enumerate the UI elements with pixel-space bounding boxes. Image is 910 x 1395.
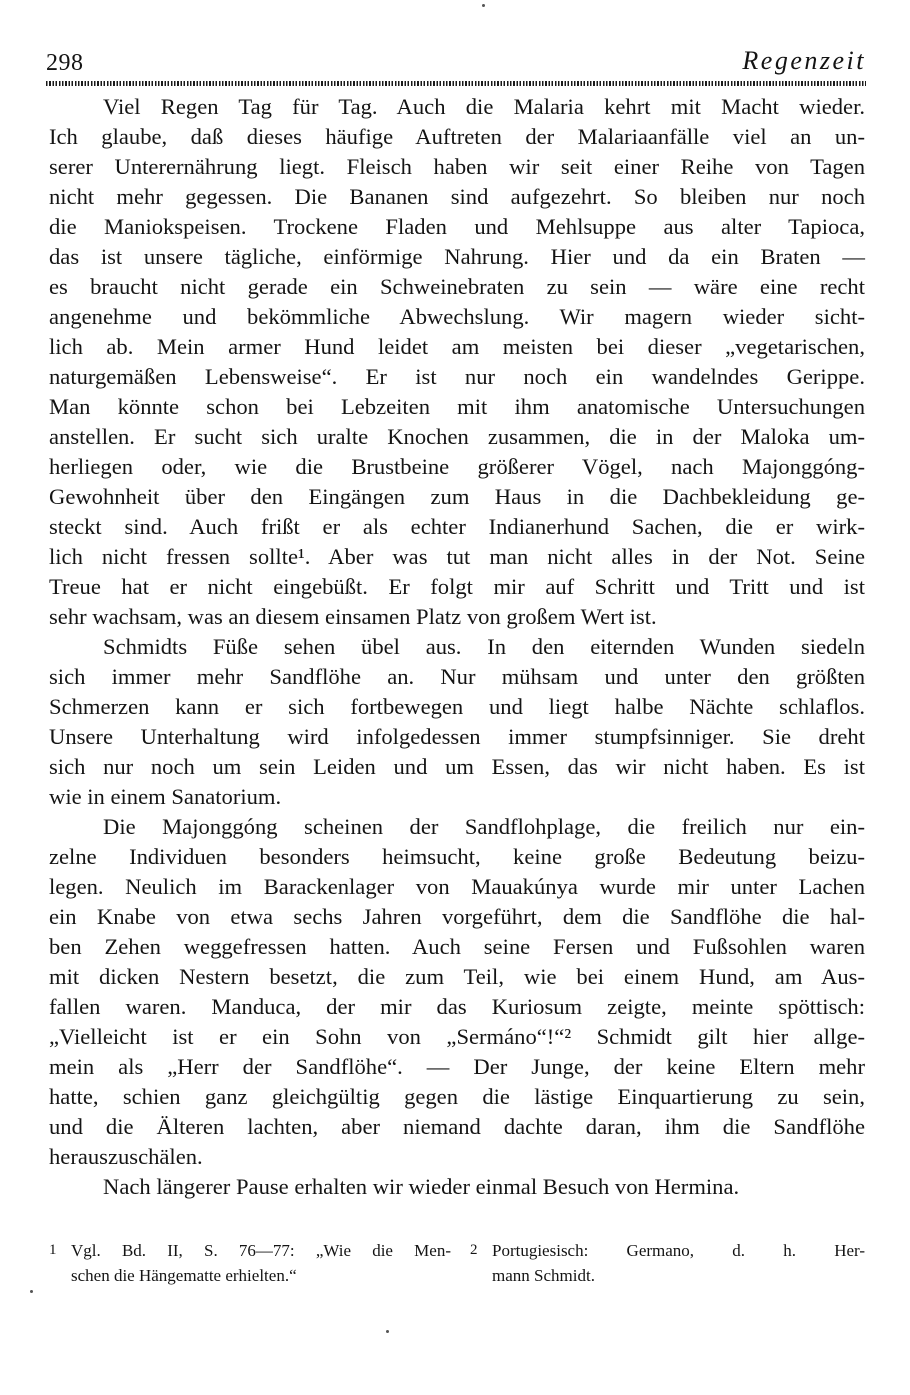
- text-line: naturgemäßen Lebensweise“. Er ist nur noch ein wandelndes Gerippe.: [49, 364, 865, 389]
- text-line: fallen waren. Manduca, der mir das Kuriosum zeigte, meinte spöttisch:: [49, 994, 865, 1019]
- footnote-line: schen die Hängematte erhielten.“: [71, 1266, 297, 1285]
- header-rule: [46, 81, 866, 86]
- text-line: herauszuschälen.: [49, 1144, 203, 1169]
- footnote: [470, 1238, 865, 1288]
- text-line: mein als „Herr der Sandflöhe“. — Der Junge, der keine Eltern mehr: [49, 1054, 865, 1079]
- body-text: [49, 92, 865, 1202]
- page-number: 298: [46, 50, 84, 76]
- text-line: lich nicht fressen sollte¹. Aber was tut man nicht alles in der Not. Seine: [49, 544, 865, 569]
- text-line: „Vielleicht ist er ein Sohn von „Sermáno“!“² Schmidt gilt hier allge-: [49, 1024, 865, 1049]
- scan-speck: [386, 1330, 389, 1333]
- text-line: angenehme und bekömmliche Abwechslung. Wir magern wieder sicht-: [49, 304, 865, 329]
- text-line: sehr wachsam, was an diesem einsamen Platz von großem Wert ist.: [49, 604, 657, 629]
- text-line: mit dicken Nestern besetzt, die zum Teil, wie bei einem Hund, am Aus-: [49, 964, 865, 989]
- footnote-line: [49, 1238, 451, 1263]
- text-line: sich immer mehr Sandflöhe an. Nur mühsam und unter den größten: [49, 664, 865, 689]
- running-head: Regenzeit: [742, 46, 866, 75]
- paragraph: [49, 1172, 865, 1202]
- text-line: Viel Regen Tag für Tag. Auch die Malaria kehrt mit Macht wieder.: [103, 94, 865, 119]
- text-line: wie in einem Sanatorium.: [49, 784, 282, 809]
- text-line: Schmidts Füße sehen übel aus. In den eiternden Wunden siedeln: [103, 634, 865, 659]
- text-line: herliegen oder, wie die Brustbeine größerer Vögel, nach Majonggóng-: [49, 454, 865, 479]
- text-line: legen. Neulich im Barackenlager von Mauakúnya wurde mir unter Lachen: [49, 874, 865, 899]
- text-line: die Maniokspeisen. Trockene Fladen und Mehlsuppe aus alter Tapioca,: [49, 214, 865, 239]
- text-line: Treue hat er nicht eingebüßt. Er folgt mir auf Schritt und Tritt und ist: [49, 574, 865, 599]
- footnote-text: Vgl. Bd. II, S. 76—77: „Wie die Men-: [71, 1241, 451, 1260]
- text-line: Gewohnheit über den Eingängen zum Haus in die Dachbekleidung ge-: [49, 484, 865, 509]
- text-line: Unsere Unterhaltung wird infolgedessen immer stumpfsinniger. Sie dreht: [49, 724, 865, 749]
- scan-speck: [30, 1290, 33, 1293]
- paragraph: [49, 812, 865, 1172]
- footnote-line: mann Schmidt.: [492, 1266, 595, 1285]
- text-line: nicht mehr gegessen. Die Bananen sind aufgezehrt. So bleiben nur noch: [49, 184, 865, 209]
- text-line: ein Knabe von etwa sechs Jahren vorgeführt, dem die Sandflöhe die hal-: [49, 904, 865, 929]
- text-line: Man könnte schon bei Lebzeiten mit ihm anatomische Untersuchungen: [49, 394, 865, 419]
- footnote: [49, 1238, 451, 1288]
- text-line: Schmerzen kann er sich fortbewegen und liegt halbe Nächte schlaflos.: [49, 694, 865, 719]
- text-line: ben Zehen weggefressen hatten. Auch seine Fersen und Fußsohlen waren: [49, 934, 865, 959]
- text-line: es braucht nicht gerade ein Schweinebraten zu sein — wäre eine recht: [49, 274, 865, 299]
- footnote-mark: 1: [49, 1242, 57, 1258]
- paragraph: [49, 632, 865, 812]
- text-line: steckt sind. Auch frißt er als echter Indianerhund Sachen, die er wirk-: [49, 514, 865, 539]
- footnote-line: [470, 1238, 865, 1263]
- text-line: zelne Individuen besonders heimsucht, keine große Bedeutung beizu-: [49, 844, 865, 869]
- text-line: anstellen. Er sucht sich uralte Knochen zusammen, die in der Maloka um-: [49, 424, 865, 449]
- text-line: lich ab. Mein armer Hund leidet am meisten bei dieser „vegetarischen,: [49, 334, 865, 359]
- footnote-text: Portugiesisch: Germano, d. h. Her-: [492, 1241, 865, 1260]
- paragraph: [49, 92, 865, 632]
- text-line: sich nur noch um sein Leiden und um Essen, das wir nicht haben. Es ist: [49, 754, 865, 779]
- text-line: Die Majonggóng scheinen der Sandflohplage, die freilich nur ein-: [103, 814, 865, 839]
- text-line: Ich glaube, daß dieses häufige Auftreten der Malariaanfälle viel an un-: [49, 124, 865, 149]
- footnote-mark: 2: [470, 1242, 478, 1258]
- text-line: das ist unsere tägliche, einförmige Nahrung. Hier und da ein Braten —: [49, 244, 865, 269]
- text-line: serer Unterernährung liegt. Fleisch haben wir seit einer Reihe von Tagen: [49, 154, 865, 179]
- text-line: hatte, schien ganz gleichgültig gegen die lästige Einquartierung zu sein,: [49, 1084, 865, 1109]
- page-header: [46, 46, 866, 86]
- text-line: Nach längerer Pause erhalten wir wieder einmal Besuch von Hermina.: [103, 1174, 740, 1199]
- text-line: und die Älteren lachten, aber niemand dachte daran, ihm die Sandflöhe: [49, 1114, 865, 1139]
- scan-speck: [482, 4, 485, 7]
